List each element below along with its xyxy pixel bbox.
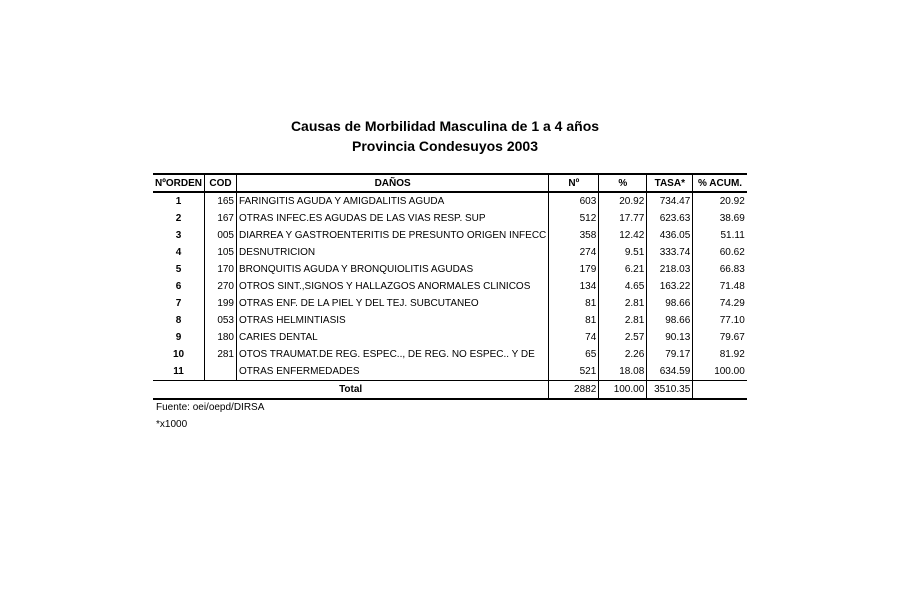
rate-note: *x1000 <box>156 419 188 430</box>
total-pct: 100.00 <box>599 381 647 400</box>
cell-pct: 2.57 <box>599 329 647 346</box>
table-row <box>153 192 747 210</box>
table-row <box>153 244 747 261</box>
total-n: 2882 <box>549 381 599 400</box>
cell-n: 65 <box>549 346 599 363</box>
cell-orden: 3 <box>175 229 182 241</box>
cell-n: 521 <box>549 363 599 381</box>
cell-cod: 105 <box>205 244 237 261</box>
morbidity-table <box>153 173 747 400</box>
cell-tasa: 623.63 <box>647 210 693 227</box>
cell-acum: 74.29 <box>693 295 747 312</box>
header-row <box>153 174 747 192</box>
header-danos: DAÑOS <box>237 174 549 192</box>
cell-tasa: 634.59 <box>647 363 693 381</box>
cell-n: 81 <box>549 295 599 312</box>
cell-orden: 10 <box>172 348 185 360</box>
table-subtitle: Provincia Condesuyos 2003 <box>352 138 538 154</box>
table-row <box>153 363 747 381</box>
cell-tasa: 436.05 <box>647 227 693 244</box>
cell-pct: 4.65 <box>599 278 647 295</box>
cell-orden: 1 <box>175 195 182 207</box>
table-row <box>153 312 747 329</box>
cell-cod: 165 <box>205 192 237 210</box>
table-title: Causas de Morbilidad Masculina de 1 a 4 años <box>290 118 600 134</box>
cell-dano: OTRAS ENFERMEDADES <box>237 363 549 381</box>
cell-pct: 12.42 <box>599 227 647 244</box>
cell-tasa: 98.66 <box>647 312 693 329</box>
total-acum <box>693 381 747 400</box>
cell-cod: 167 <box>205 210 237 227</box>
cell-tasa: 734.47 <box>647 192 693 210</box>
cell-pct: 17.77 <box>599 210 647 227</box>
cell-orden: 9 <box>175 331 182 343</box>
cell-tasa: 333.74 <box>647 244 693 261</box>
table-row <box>153 278 747 295</box>
cell-acum: 81.92 <box>693 346 747 363</box>
cell-tasa: 79.17 <box>647 346 693 363</box>
cell-cod: 281 <box>205 346 237 363</box>
cell-n: 603 <box>549 192 599 210</box>
cell-orden: 4 <box>175 246 182 258</box>
cell-n: 274 <box>549 244 599 261</box>
cell-orden: 11 <box>173 365 184 377</box>
header-tasa: TASA* <box>647 174 693 192</box>
table-row <box>153 329 747 346</box>
cell-orden: 5 <box>175 263 182 275</box>
cell-pct: 18.08 <box>599 363 647 381</box>
cell-n: 358 <box>549 227 599 244</box>
cell-tasa: 163.22 <box>647 278 693 295</box>
cell-cod: 170 <box>205 261 237 278</box>
cell-pct: 2.26 <box>599 346 647 363</box>
cell-dano: FARINGITIS AGUDA Y AMIGDALITIS AGUDA <box>237 192 549 210</box>
cell-orden: 6 <box>175 280 182 292</box>
cell-pct: 9.51 <box>599 244 647 261</box>
header-cod: COD <box>205 174 237 192</box>
cell-n: 179 <box>549 261 599 278</box>
cell-acum: 71.48 <box>693 278 747 295</box>
cell-orden: 7 <box>175 297 182 309</box>
cell-orden: 8 <box>175 314 182 326</box>
cell-acum: 51.11 <box>693 227 747 244</box>
cell-acum: 77.10 <box>693 312 747 329</box>
cell-cod: 053 <box>205 312 237 329</box>
cell-cod: 005 <box>205 227 237 244</box>
cell-dano: BRONQUITIS AGUDA Y BRONQUIOLITIS AGUDAS <box>237 261 549 278</box>
cell-dano: OTRAS HELMINTIASIS <box>237 312 549 329</box>
cell-dano: DIARREA Y GASTROENTERITIS DE PRESUNTO ORIGEN INFECC <box>237 227 549 244</box>
cell-dano: CARIES DENTAL <box>237 329 549 346</box>
cell-tasa: 218.03 <box>647 261 693 278</box>
cell-cod <box>205 363 237 381</box>
table-row <box>153 295 747 312</box>
cell-dano: DESNUTRICION <box>237 244 549 261</box>
cell-acum: 60.62 <box>693 244 747 261</box>
header-n: Nº <box>549 174 599 192</box>
cell-acum: 66.83 <box>693 261 747 278</box>
total-row <box>153 381 747 400</box>
cell-acum: 79.67 <box>693 329 747 346</box>
cell-n: 81 <box>549 312 599 329</box>
header-pct: % <box>599 174 647 192</box>
source-note: Fuente: oei/oepd/DIRSA <box>156 402 265 413</box>
total-tasa: 3510.35 <box>647 381 693 400</box>
cell-cod: 199 <box>205 295 237 312</box>
cell-pct: 6.21 <box>599 261 647 278</box>
cell-tasa: 90.13 <box>647 329 693 346</box>
table-row <box>153 346 747 363</box>
table-row <box>153 210 747 227</box>
cell-pct: 2.81 <box>599 312 647 329</box>
table-row <box>153 261 747 278</box>
cell-acum: 100.00 <box>693 363 747 381</box>
header-acum: % ACUM. <box>693 174 747 192</box>
header-orden: NºORDEN <box>153 174 205 192</box>
cell-cod: 180 <box>205 329 237 346</box>
cell-dano: OTOS TRAUMAT.DE REG. ESPEC.., DE REG. NO ESPEC.. Y DE <box>237 346 549 363</box>
total-label: Total <box>153 381 549 400</box>
cell-dano: OTROS SINT.,SIGNOS Y HALLAZGOS ANORMALES CLINICOS <box>237 278 549 295</box>
cell-acum: 20.92 <box>693 192 747 210</box>
cell-tasa: 98.66 <box>647 295 693 312</box>
cell-dano: OTRAS ENF. DE LA PIEL Y DEL TEJ. SUBCUTANEO <box>237 295 549 312</box>
cell-n: 74 <box>549 329 599 346</box>
cell-pct: 20.92 <box>599 192 647 210</box>
cell-dano: OTRAS INFEC.ES AGUDAS DE LAS VIAS RESP. SUP <box>237 210 549 227</box>
cell-n: 512 <box>549 210 599 227</box>
cell-orden: 2 <box>175 212 182 224</box>
cell-n: 134 <box>549 278 599 295</box>
cell-cod: 270 <box>205 278 237 295</box>
cell-pct: 2.81 <box>599 295 647 312</box>
table-row <box>153 227 747 244</box>
cell-acum: 38.69 <box>693 210 747 227</box>
